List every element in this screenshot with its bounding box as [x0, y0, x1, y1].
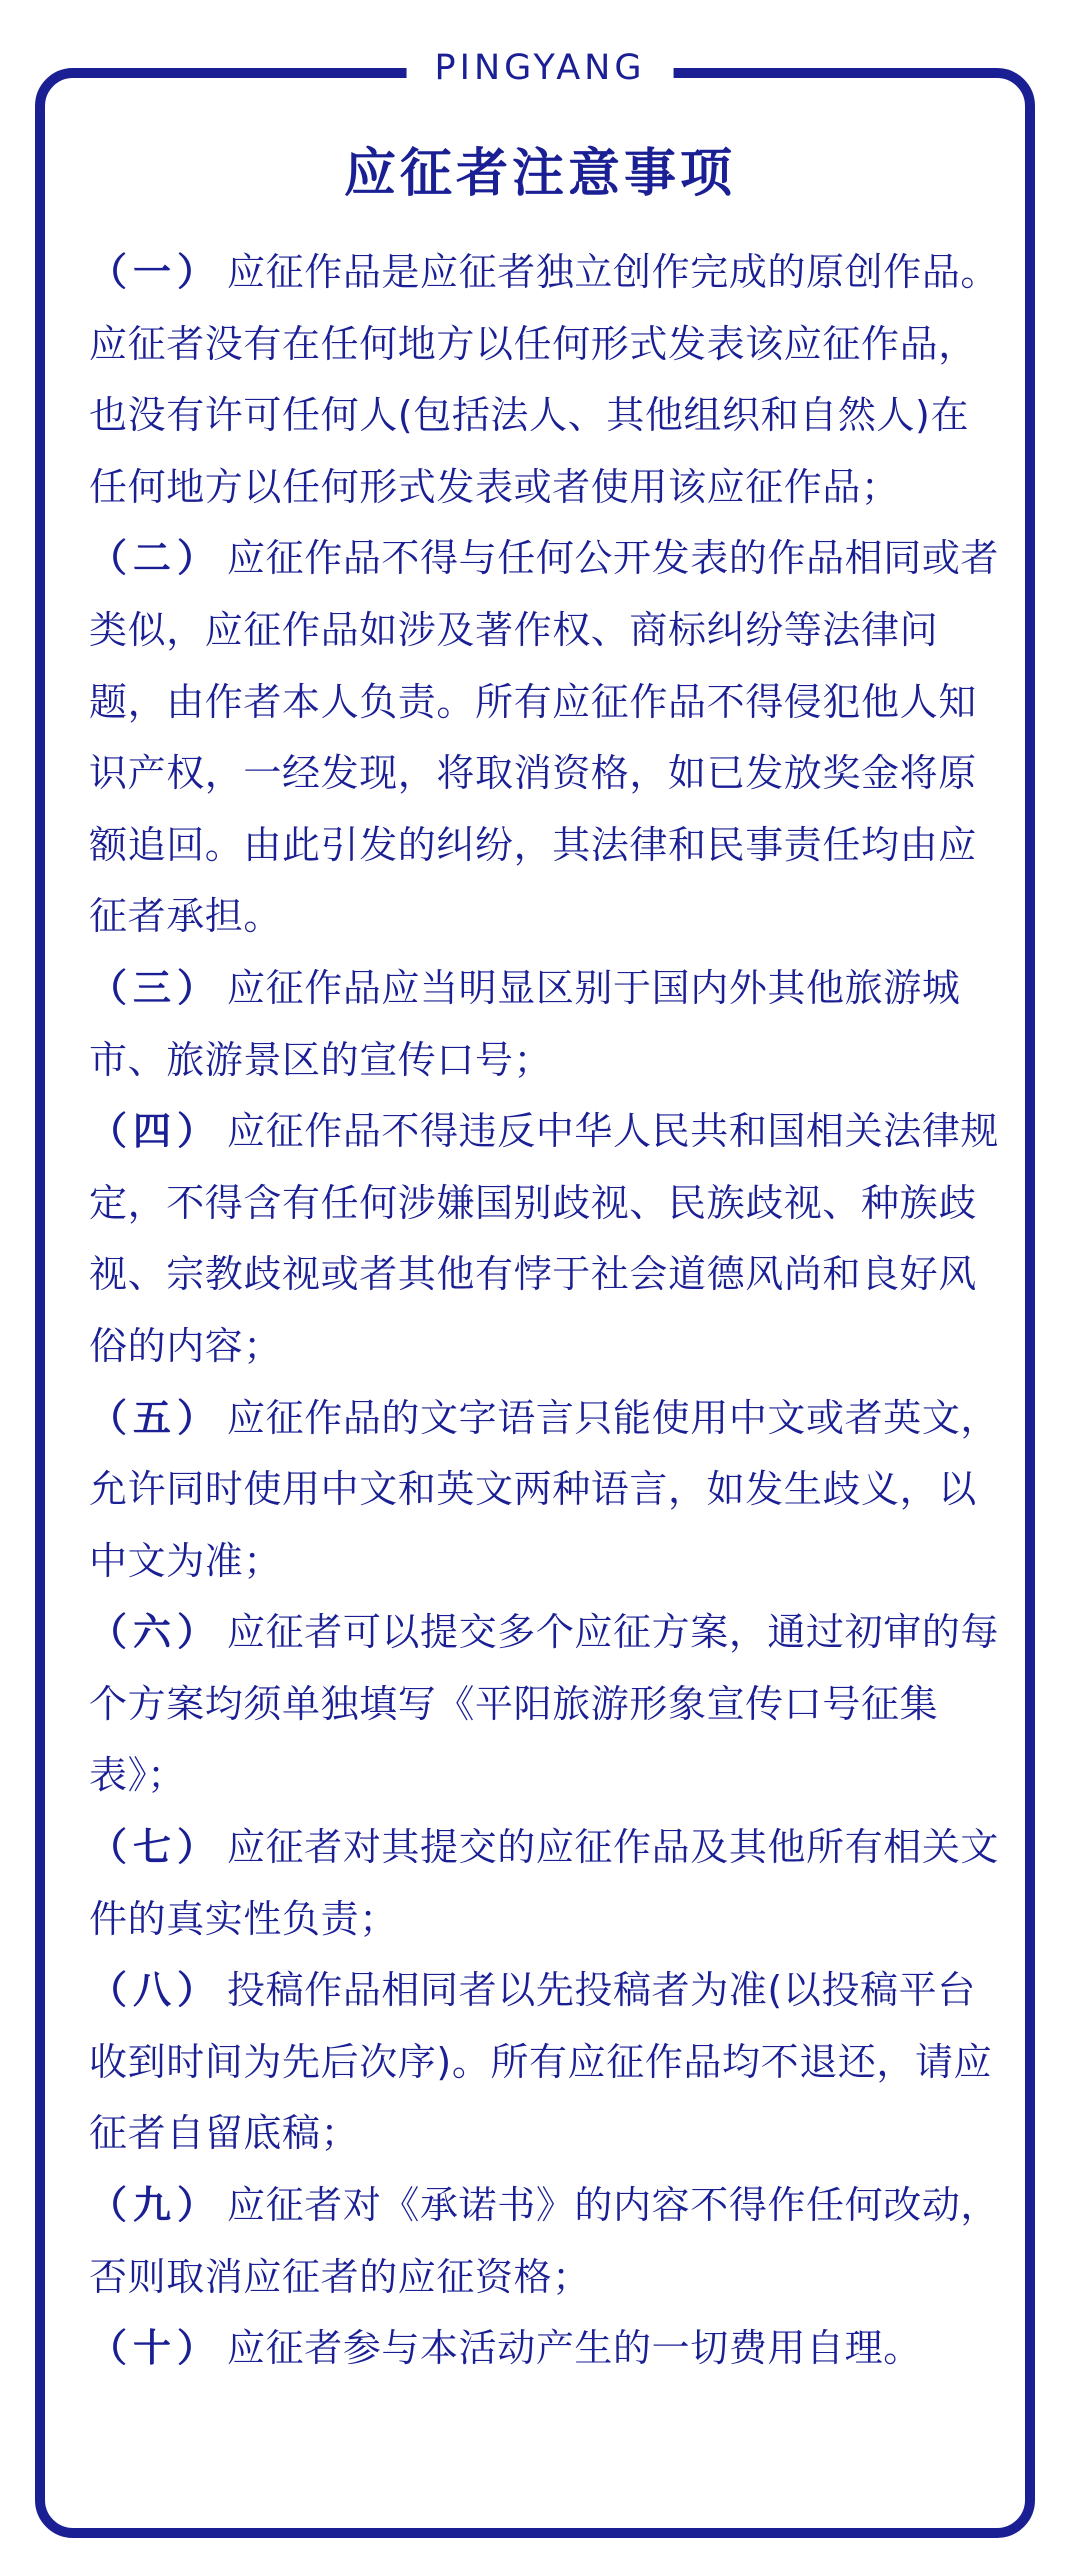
- notice-item-3: [89, 953, 1006, 1096]
- notice-item-1: [89, 237, 1006, 523]
- item-text: 投稿作品相同者以先投稿者为准(以投稿平台收到时间为先后次序)。所有应征作品均不退还，请应征者自留底稿；: [89, 1968, 993, 2156]
- notice-item-10: [89, 2313, 1006, 2385]
- item-number: （二）: [89, 536, 222, 581]
- item-number: （五）: [89, 1395, 222, 1440]
- item-number: （十）: [89, 2326, 222, 2371]
- item-number: （六）: [89, 1610, 222, 1655]
- notice-item-2: [89, 523, 1006, 953]
- notice-list: [89, 237, 1006, 2385]
- notice-item-9: [89, 2170, 1006, 2313]
- item-number: （九）: [89, 2183, 222, 2228]
- item-text: 应征者对其提交的应征作品及其他所有相关文件的真实性负责；: [89, 1825, 1000, 1941]
- item-text: 应征作品不得与任何公开发表的作品相同或者类似，应征作品如涉及著作权、商标纠纷等法律问题，由作者本人负责。所有应征作品不得侵犯他人知识产权，一经发现，将取消资格，如已发放奖金将原额追回。由此引发的纠纷，其法律和民事责任均由应征者承担。: [89, 536, 1000, 939]
- notice-item-5: [89, 1383, 1006, 1598]
- item-text: 应征者参与本活动产生的一切费用自理。: [227, 2326, 922, 2371]
- item-number: （八）: [89, 1968, 222, 2013]
- brand-label: PINGYANG: [407, 44, 674, 92]
- notice-item-7: [89, 1812, 1006, 1955]
- item-text: 应征作品是应征者独立创作完成的原创作品。应征者没有在任何地方以任何形式发表该应征作品，也没有许可任何人(包括法人、其他组织和自然人)在任何地方以任何形式发表或者使用该应征作品；: [89, 250, 1000, 509]
- item-number: （三）: [89, 965, 222, 1010]
- item-number: （七）: [89, 1825, 222, 1870]
- page-title: 应征者注意事项: [343, 144, 736, 204]
- notice-item-8: [89, 1955, 1006, 2170]
- item-text: 应征者可以提交多个应征方案，通过初审的每个方案均须单独填写《平阳旅游形象宣传口号征集表》；: [89, 1610, 1000, 1798]
- item-number: （一）: [89, 250, 222, 294]
- notice-item-6: [89, 1597, 1006, 1812]
- item-text: 应征作品的文字语言只能使用中文或者英文，允许同时使用中文和英文两种语言，如发生歧义，以中文为准；: [89, 1395, 1000, 1583]
- notice-item-4: [89, 1096, 1006, 1382]
- item-text: 应征者对《承诺书》的内容不得作任何改动，否则取消应征者的应征资格；: [89, 2183, 1000, 2299]
- item-number: （四）: [89, 1109, 222, 1154]
- item-text: 应征作品不得违反中华人民共和国相关法律规定，不得含有任何涉嫌国别歧视、民族歧视、种族歧视、宗教歧视或者其他有悖于社会道德风尚和良好风俗的内容；: [89, 1109, 1000, 1368]
- item-text: 应征作品应当明显区别于国内外其他旅游城市、旅游景区的宣传口号；: [89, 965, 961, 1082]
